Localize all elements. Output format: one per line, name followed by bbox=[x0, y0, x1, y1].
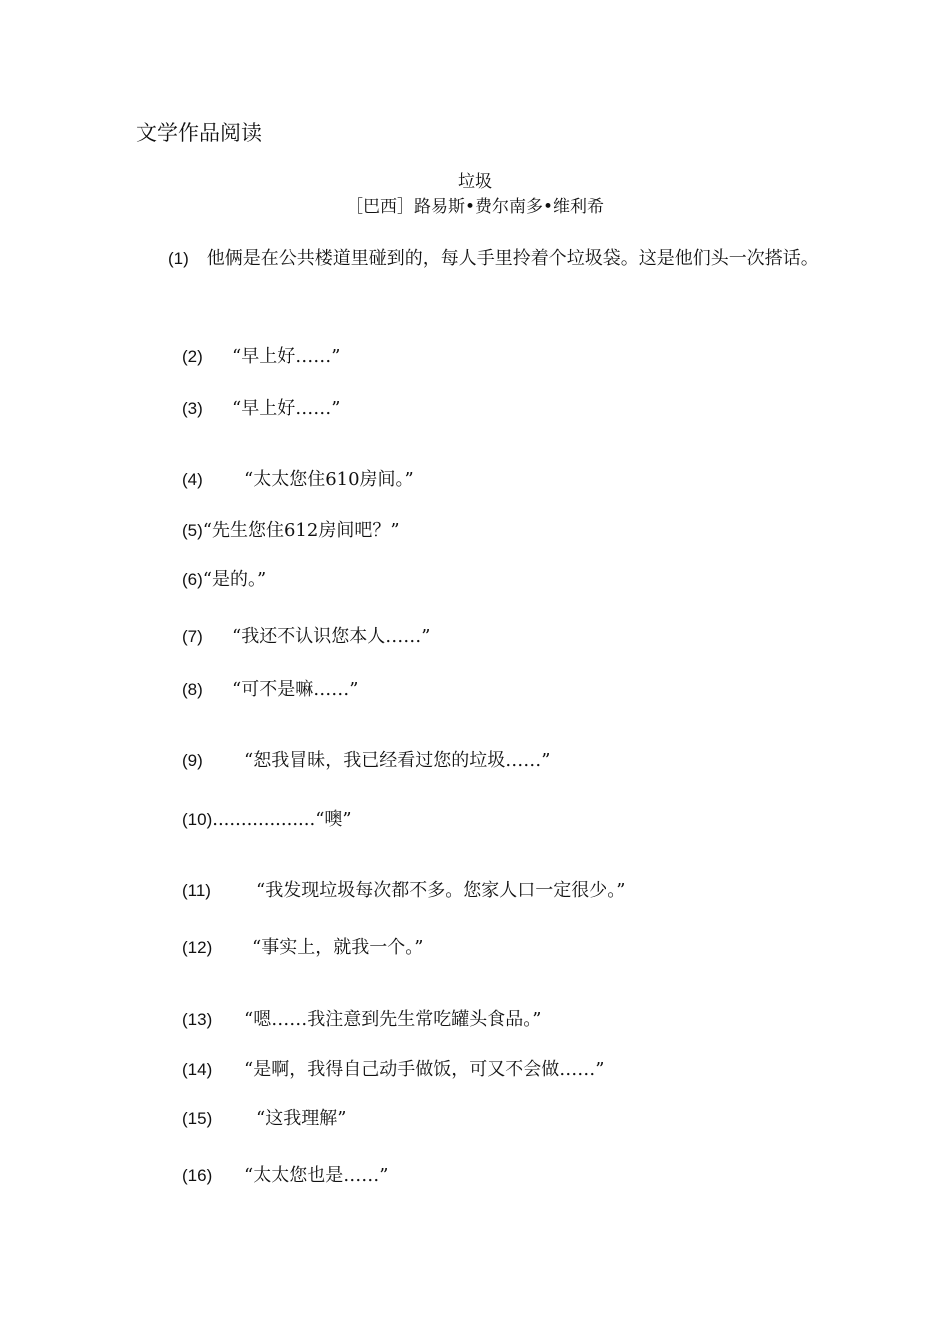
paragraph-number: (16) bbox=[182, 1166, 213, 1185]
paragraph-number: (4) bbox=[182, 470, 203, 489]
paragraph-number: (1) bbox=[168, 249, 189, 268]
paragraph-number: (9) bbox=[182, 751, 203, 770]
paragraph-13 bbox=[182, 1006, 541, 1034]
paragraph-number: (14) bbox=[182, 1060, 213, 1079]
paragraph-text: “我还不认识您本人……” bbox=[232, 626, 431, 647]
story-author: ［巴西］路易斯•费尔南多•维利希 bbox=[345, 197, 605, 217]
paragraph-16 bbox=[182, 1162, 388, 1190]
paragraph-4 bbox=[182, 466, 414, 494]
paragraph-text: “先生您住612房间吧？” bbox=[202, 520, 400, 541]
paragraph-text: “恕我冒昧，我已经看过您的垃圾……” bbox=[244, 750, 551, 771]
paragraph-number: (5) bbox=[182, 521, 203, 540]
paragraph-text: “事实上，就我一个。” bbox=[252, 937, 424, 958]
paragraph-number: (2) bbox=[182, 347, 203, 366]
section-heading: 文学作品阅读 bbox=[136, 121, 262, 145]
paragraph-15 bbox=[182, 1105, 346, 1133]
paragraph-text: “可不是嘛……” bbox=[232, 679, 359, 700]
paragraph-text: “太太您住610房间。” bbox=[244, 469, 414, 490]
paragraph-text: “是啊，我得自己动手做饭，可又不会做……” bbox=[244, 1059, 605, 1080]
paragraph-12 bbox=[182, 934, 423, 962]
paragraph-2 bbox=[182, 343, 340, 371]
paragraph-text: “这我理解” bbox=[256, 1108, 347, 1129]
paragraph-number: (6) bbox=[182, 570, 203, 589]
paragraph-number: (8) bbox=[182, 680, 203, 699]
paragraph-text: “我发现垃圾每次都不多。您家人口一定很少。” bbox=[256, 880, 626, 901]
paragraph-number: (13) bbox=[182, 1010, 213, 1029]
paragraph-text: “太太您也是……” bbox=[244, 1165, 389, 1186]
paragraph-10 bbox=[182, 806, 352, 834]
paragraph-11 bbox=[182, 877, 625, 905]
paragraph-9 bbox=[182, 747, 550, 775]
paragraph-number: (3) bbox=[182, 399, 203, 418]
paragraph-text: “早上好……” bbox=[232, 398, 341, 419]
paragraph-number: (11) bbox=[182, 881, 211, 900]
paragraph-14 bbox=[182, 1056, 604, 1084]
paragraph-6 bbox=[182, 566, 266, 594]
paragraph-number: (15) bbox=[182, 1109, 213, 1128]
paragraph-5 bbox=[182, 517, 400, 545]
paragraph-text: “早上好……” bbox=[232, 346, 341, 367]
paragraph-text: 他俩是在公共楼道里碰到的，每人手里拎着个垃圾袋。这是他们头一次搭话。 bbox=[206, 248, 819, 269]
story-title: 垃圾 bbox=[458, 172, 492, 192]
paragraph-number: (10) bbox=[182, 810, 213, 829]
paragraph-8 bbox=[182, 676, 358, 704]
paragraph-text: “是的。” bbox=[202, 569, 267, 590]
paragraph-text: “嗯……我注意到先生常吃罐头食品。” bbox=[244, 1009, 542, 1030]
paragraph-number: (12) bbox=[182, 938, 213, 957]
paragraph-1 bbox=[136, 234, 826, 284]
paragraph-7 bbox=[182, 623, 430, 651]
paragraph-number: (7) bbox=[182, 627, 203, 646]
paragraph-text: ..................“噢” bbox=[212, 809, 352, 830]
paragraph-3 bbox=[182, 395, 340, 423]
